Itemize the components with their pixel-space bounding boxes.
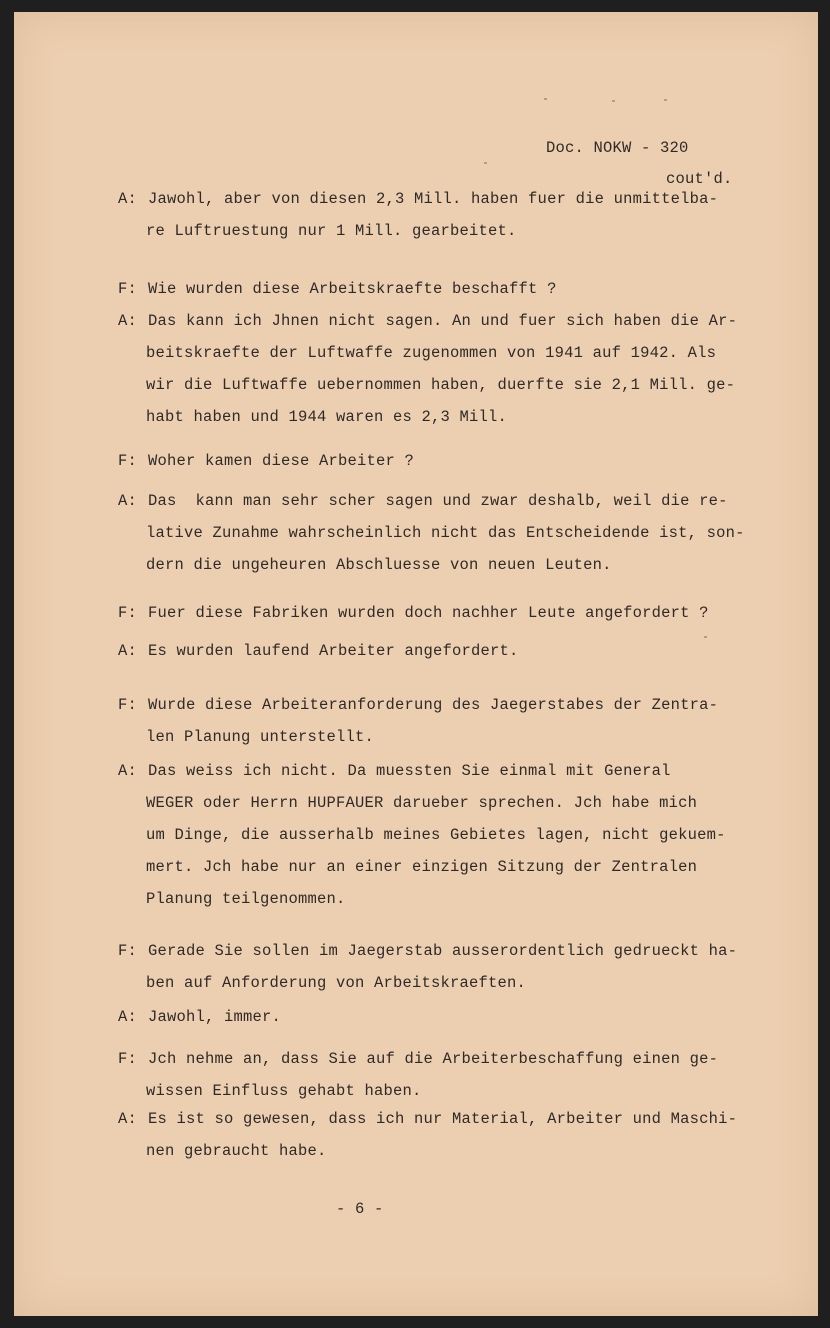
transcript-line: Das kann ich Jhnen nicht sagen. An und fuer sich haben die Ar- (148, 312, 738, 330)
transcript-line: Planung teilgenommen. (146, 890, 346, 908)
paper-speck (544, 98, 547, 100)
speaker-label: F: (118, 942, 138, 960)
speaker-label: F: (118, 452, 138, 470)
speaker-label: F: (118, 696, 138, 714)
transcript-line: Fuer diese Fabriken wurden doch nachher Leute angefordert ? (148, 604, 709, 622)
transcript-line: Jawohl, immer. (148, 1008, 282, 1026)
document-reference: Doc. NOKW - 320 (546, 139, 689, 157)
transcript-line: Es ist so gewesen, dass ich nur Material, Arbeiter und Maschi- (148, 1110, 738, 1128)
transcript-line: wissen Einfluss gehabt haben. (146, 1082, 422, 1100)
transcript-line: Das kann man sehr scher sagen und zwar deshalb, weil die re- (148, 492, 728, 510)
transcript-line: re Luftruestung nur 1 Mill. gearbeitet. (146, 222, 517, 240)
transcript-line: Woher kamen diese Arbeiter ? (148, 452, 415, 470)
document-page (14, 12, 818, 1316)
transcript-line: nen gebraucht habe. (146, 1142, 327, 1160)
transcript-line: WEGER oder Herrn HUPFAUER darueber sprechen. Jch habe mich (146, 794, 698, 812)
transcript-line: lative Zunahme wahrscheinlich nicht das Entscheidende ist, son- (146, 524, 745, 542)
transcript-line: Wie wurden diese Arbeitskraefte beschafft ? (148, 280, 557, 298)
speaker-label: A: (118, 642, 138, 660)
speaker-label: A: (118, 762, 138, 780)
speaker-label: F: (118, 1050, 138, 1068)
transcript-line: Es wurden laufend Arbeiter angefordert. (148, 642, 519, 660)
transcript-line: Das weiss ich nicht. Da muessten Sie einmal mit General (148, 762, 671, 780)
speaker-label: F: (118, 604, 138, 622)
paper-speck (704, 636, 707, 638)
transcript-line: Jawohl, aber von diesen 2,3 Mill. haben fuer die unmittelba- (148, 190, 719, 208)
paper-speck (612, 100, 615, 102)
speaker-label: A: (118, 190, 138, 208)
transcript-line: len Planung unterstellt. (146, 728, 375, 746)
transcript-line: ben auf Anforderung von Arbeitskraeften. (146, 974, 527, 992)
paper-speck (664, 99, 667, 101)
page-number: - 6 - (336, 1200, 384, 1218)
transcript-line: beitskraefte der Luftwaffe zugenommen von 1941 auf 1942. Als (146, 344, 717, 362)
transcript-line: Jch nehme an, dass Sie auf die Arbeiterbeschaffung einen ge- (148, 1050, 719, 1068)
speaker-label: A: (118, 312, 138, 330)
transcript-line: mert. Jch habe nur an einer einzigen Sitzung der Zentralen (146, 858, 698, 876)
continued-note: cout'd. (666, 170, 733, 188)
speaker-label: F: (118, 280, 138, 298)
transcript-line: Wurde diese Arbeiteranforderung des Jaegerstabes der Zentra- (148, 696, 719, 714)
speaker-label: A: (118, 492, 138, 510)
transcript-line: um Dinge, die ausserhalb meines Gebietes lagen, nicht gekuem- (146, 826, 726, 844)
transcript-line: dern die ungeheuren Abschluesse von neuen Leuten. (146, 556, 612, 574)
speaker-label: A: (118, 1110, 138, 1128)
speaker-label: A: (118, 1008, 138, 1026)
transcript-line: Gerade Sie sollen im Jaegerstab ausserordentlich gedrueckt ha- (148, 942, 738, 960)
transcript-line: habt haben und 1944 waren es 2,3 Mill. (146, 408, 508, 426)
paper-speck (484, 162, 487, 164)
transcript-line: wir die Luftwaffe uebernommen haben, duerfte sie 2,1 Mill. ge- (146, 376, 736, 394)
